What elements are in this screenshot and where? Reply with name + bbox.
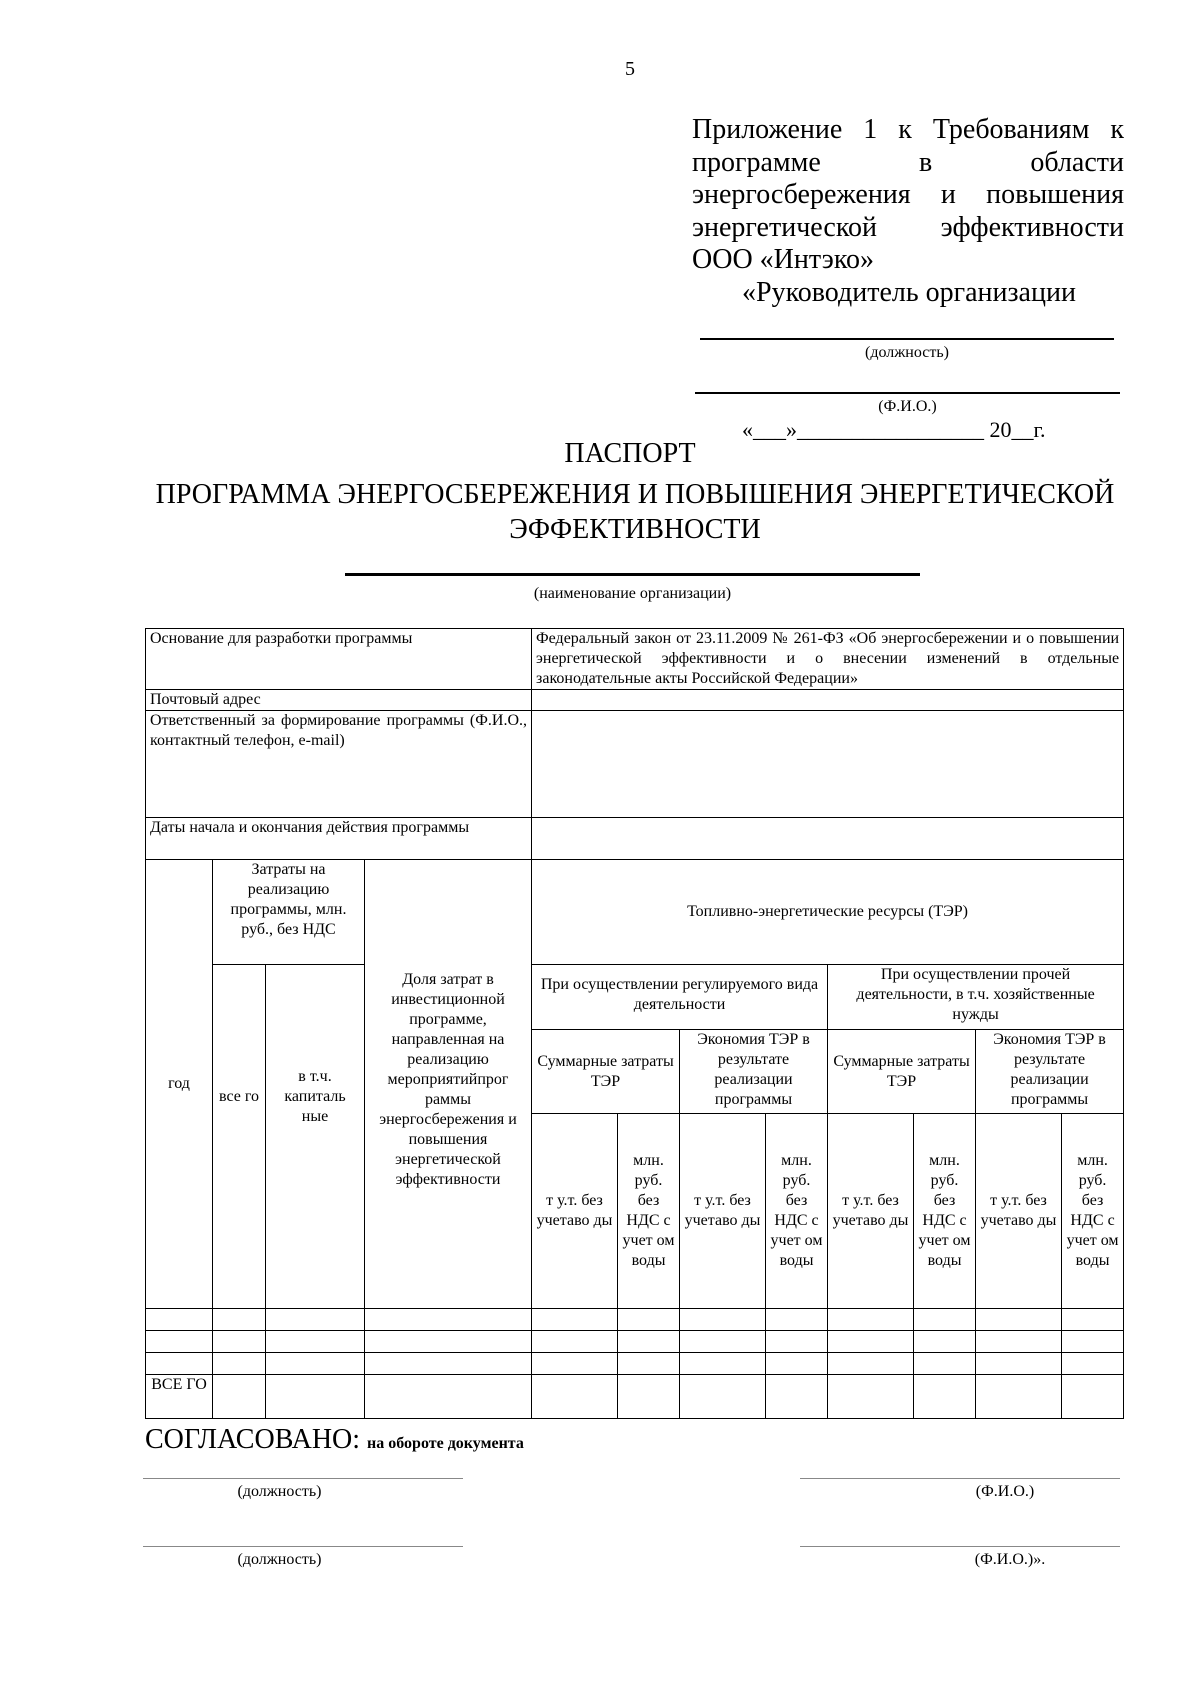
table-row [146,711,1124,818]
cell[interactable] [266,1375,365,1419]
cell[interactable] [828,1375,914,1419]
postal-value[interactable] [532,690,1124,711]
cell[interactable] [680,1353,766,1375]
cell[interactable] [266,1309,365,1331]
header-row [146,965,1124,1030]
postal-label: Почтовый адрес [146,690,532,711]
passport-title: ПАСПОРТ [564,438,696,469]
ter-header: Топливно-энергетические ресурсы (ТЭР) [532,860,1124,965]
date-line: «___»_________________ 20__г. [742,417,1046,442]
cell[interactable] [213,1353,266,1375]
cell[interactable] [365,1331,532,1353]
rub-header: млн. руб. без НДС с учет ом воды [914,1114,976,1309]
position-caption: (должность) [865,344,949,361]
agreed-label: СОГЛАСОВАНО: [145,1424,361,1455]
year-header: год [146,860,213,1309]
dates-value[interactable] [532,818,1124,860]
cell[interactable] [680,1331,766,1353]
costs-header: Затраты на реализацию программы, млн. руб., без НДС [213,860,365,965]
cell[interactable] [213,1331,266,1353]
cell[interactable] [1062,1309,1124,1331]
sum-header-other: Суммарные затраты ТЭР [828,1030,976,1114]
cell[interactable] [146,1353,213,1375]
cell[interactable] [365,1309,532,1331]
cell[interactable] [365,1375,532,1419]
cell[interactable] [532,1353,618,1375]
regulated-header: При осуществлении регулируемого вида деятельности [532,965,828,1030]
cell[interactable] [213,1375,266,1419]
agreed-fio-line [800,1546,1120,1547]
position-signature-line [700,338,1114,340]
rub-header: млн. руб. без НДС с учет ом воды [1062,1114,1124,1309]
capital-header: в т.ч. капиталь ные [266,965,365,1309]
cell[interactable] [266,1353,365,1375]
cell[interactable] [365,1353,532,1375]
cell[interactable] [914,1375,976,1419]
tut-header: т у.т. без учетаво ды [680,1114,766,1309]
program-title: ПРОГРАММА ЭНЕРГОСБЕРЕЖЕНИЯ И ПОВЫШЕНИЯ ЭНЕРГЕТИЧЕСКОЙ ЭФФЕКТИВНОСТИ [155,479,1115,545]
total-row-label: ВСЕ ГО [146,1375,213,1419]
passport-table [145,628,1124,1419]
agreed-note: на обороте документа [367,1435,524,1452]
cell[interactable] [976,1353,1062,1375]
cell[interactable] [532,1375,618,1419]
cell[interactable] [766,1375,828,1419]
cell[interactable] [532,1331,618,1353]
cell[interactable] [1062,1331,1124,1353]
cell[interactable] [532,1309,618,1331]
cell[interactable] [766,1309,828,1331]
cell[interactable] [976,1331,1062,1353]
cell[interactable] [828,1331,914,1353]
rub-header: млн. руб. без НДС с учет ом воды [766,1114,828,1309]
total-row [146,1375,1124,1419]
cell[interactable] [618,1309,680,1331]
cell[interactable] [266,1331,365,1353]
appendix-line: ООО «Интэко» [692,244,874,275]
data-row [146,1331,1124,1353]
appendix-line: энергетической эффективности [692,211,1124,243]
tut-header: т у.т. без учетаво ды [976,1114,1062,1309]
cell[interactable] [914,1309,976,1331]
tut-header: т у.т. без учетаво ды [532,1114,618,1309]
economy-header-regulated: Экономия ТЭР в результате реализации программы [680,1030,828,1114]
appendix-header [692,114,1124,277]
organization-caption: (наименование организации) [533,585,732,602]
cell[interactable] [213,1309,266,1331]
agreed-fio-line [800,1478,1120,1479]
tut-header: т у.т. без учетаво ды [828,1114,914,1309]
page-number: 5 [625,58,635,80]
cell[interactable] [766,1331,828,1353]
agreed-block [145,1424,524,1456]
data-row [146,1353,1124,1375]
table-row [146,690,1124,711]
approval-title: «Руководитель организации [742,277,1076,308]
fio-signature-line [695,392,1120,394]
agreed-fio-caption: (Ф.И.О.) [975,1483,1035,1500]
agreed-fio-caption: (Ф.И.О.)». [974,1551,1046,1568]
basis-label: Основание для разработки программы [146,629,532,690]
cell[interactable] [680,1375,766,1419]
appendix-line: программе в области [692,146,1124,178]
appendix-line: энергосбережения и повышения [692,179,1124,210]
total-header: все го [213,965,266,1309]
agreed-position-caption: (должность) [237,1483,322,1500]
cell[interactable] [914,1353,976,1375]
cell[interactable] [828,1353,914,1375]
other-header: При осуществлении прочей деятельности, в т.ч. хозяйственные нужды [828,965,1124,1030]
cell[interactable] [618,1331,680,1353]
agreed-position-caption: (должность) [237,1551,322,1568]
cell[interactable] [618,1375,680,1419]
cell[interactable] [766,1353,828,1375]
cell[interactable] [618,1353,680,1375]
cell[interactable] [680,1309,766,1331]
table-row [146,818,1124,860]
cell[interactable] [146,1331,213,1353]
cell[interactable] [146,1309,213,1331]
cell[interactable] [1062,1375,1124,1419]
basis-value: Федеральный закон от 23.11.2009 № 261-ФЗ «Об энергосбережении и о повышении энергетической эффективности и о внесении изменений в отдельные законодательные акты Российской Федерации» [532,629,1124,690]
responsible-label: Ответственный за формирование программы (Ф.И.О., контактный телефон, e-mail) [146,711,532,818]
organization-name-line [345,573,920,576]
fio-caption: (Ф.И.О.) [878,398,937,415]
responsible-value[interactable] [532,711,1124,818]
data-row [146,1309,1124,1331]
cell[interactable] [1062,1353,1124,1375]
agreed-position-line [143,1546,463,1547]
dates-label: Даты начала и окончания действия программы [146,818,532,860]
cell[interactable] [976,1375,1062,1419]
sum-header-regulated: Суммарные затраты ТЭР [532,1030,680,1114]
cell[interactable] [828,1309,914,1331]
cell[interactable] [976,1309,1062,1331]
rub-header: млн. руб. без НДС с учет ом воды [618,1114,680,1309]
economy-header-other: Экономия ТЭР в результате реализации программы [976,1030,1124,1114]
appendix-line: Приложение 1 к Требованиям к [692,114,1124,145]
cell[interactable] [914,1331,976,1353]
agreed-position-line [143,1478,463,1479]
table-row [146,629,1124,690]
header-row [146,860,1124,965]
share-header: Доля затрат в инвестиционной программе, направленная на реализацию мероприятийпрог раммы энергосбережения и повышения энергетической эффективности [365,860,532,1309]
